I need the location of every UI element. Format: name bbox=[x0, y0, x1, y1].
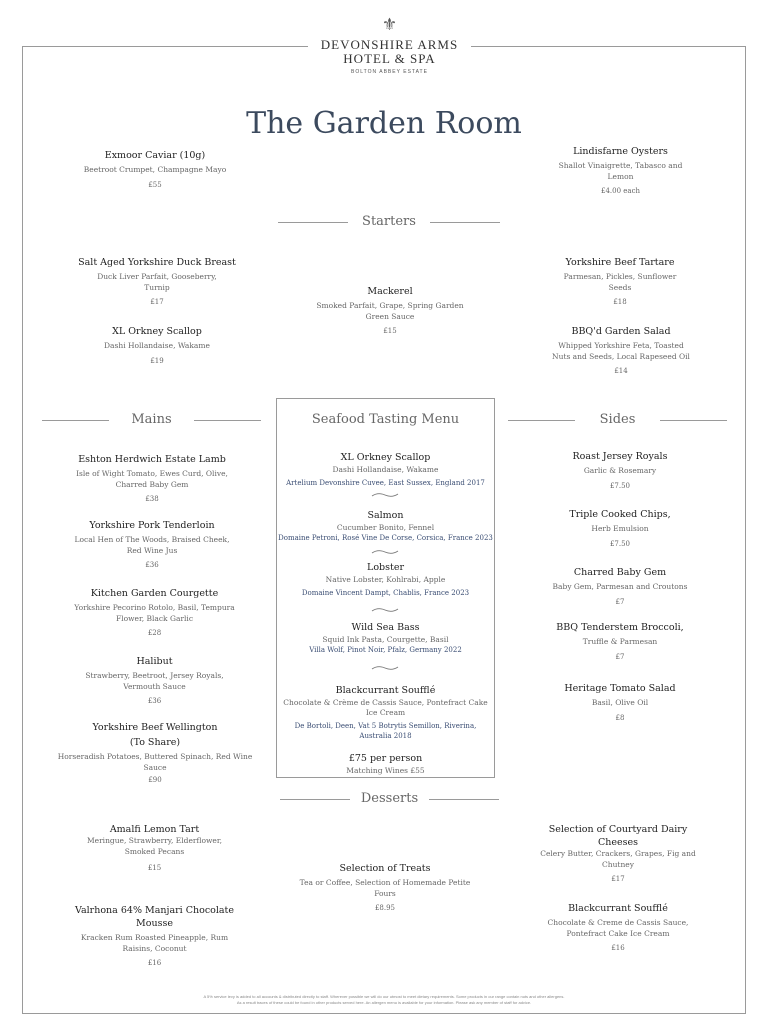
item-name: Triple Cooked Chips, bbox=[569, 509, 671, 520]
item-price: £28 bbox=[147, 629, 162, 637]
menu-item bbox=[555, 256, 685, 307]
footer-notice bbox=[120, 994, 648, 1006]
tasting-course bbox=[276, 561, 495, 598]
item-name: Yorkshire Pork Tenderloin bbox=[89, 520, 215, 531]
heading-rule bbox=[429, 799, 499, 800]
item-desc: Tea or Coffee, Selection of Homemade Petite Fours bbox=[299, 878, 471, 898]
footer-line-1: A 5% service levy is added to all accounts & distributed directly to staff. Wherever possible we will do our utmost to meet dietary requirements. Some products in our range contain nuts and other allergens. bbox=[203, 994, 565, 999]
section-title: Desserts bbox=[360, 791, 419, 806]
course-name: Salmon bbox=[367, 510, 404, 521]
course-name: Lobster bbox=[367, 562, 404, 573]
matching-wines-price: Matching Wines £55 bbox=[346, 766, 425, 775]
item-desc: Shallot Vinaigrette, Tabasco and Lemon bbox=[558, 161, 683, 181]
item-name: Exmoor Caviar (10g) bbox=[104, 150, 206, 161]
item-desc: Local Hen of The Woods, Braised Cheek, Red Wine Jus bbox=[74, 535, 230, 555]
item-desc: Horseradish Potatoes, Buttered Spinach, Red Wine Sauce bbox=[57, 752, 253, 772]
tasting-pricing bbox=[276, 752, 495, 776]
tasting-course bbox=[276, 509, 495, 543]
logo-line-2: HOTEL & SPA bbox=[343, 51, 436, 66]
item-price: £7 bbox=[615, 597, 625, 606]
item-price: £16 bbox=[611, 944, 625, 952]
item-price: £8 bbox=[615, 713, 625, 722]
item-price: £14 bbox=[614, 367, 628, 375]
item-name: Salt Aged Yorkshire Duck Breast bbox=[78, 257, 236, 268]
item-desc: Celery Butter, Crackers, Grapes, Fig and Chutney bbox=[540, 849, 696, 869]
item-name: Valrhona 64% Manjari Chocolate Mousse bbox=[74, 905, 234, 929]
section-title: Mains bbox=[131, 412, 172, 427]
tasting-price: £75 per person bbox=[348, 753, 423, 764]
stag-crest-icon: ⚜ bbox=[381, 15, 398, 35]
item-desc: Truffle & Parmesan bbox=[582, 637, 658, 646]
item-name: Selection of Treats bbox=[339, 863, 431, 874]
menu-item bbox=[46, 721, 264, 785]
course-wine: Villa Wolf, Pinot Noir, Pfalz, Germany 2022 bbox=[309, 646, 462, 654]
menu-item bbox=[528, 823, 708, 884]
item-desc: Chocolate & Creme de Cassis Sauce, Pontefract Cake Ice Cream bbox=[547, 918, 689, 938]
item-name: Selection of Courtyard Dairy Cheeses bbox=[548, 824, 688, 848]
item-name: Halibut bbox=[136, 656, 173, 667]
item-name: BBQ Tenderstem Broccoli, bbox=[556, 622, 684, 633]
item-desc: Whipped Yorkshire Feta, Toasted Nuts and Seeds, Local Rapeseed Oil bbox=[552, 341, 690, 361]
item-desc: Smoked Parfait, Grape, Spring Garden Green Sauce bbox=[316, 301, 464, 321]
item-name: XL Orkney Scallop bbox=[112, 326, 202, 337]
item-desc: Duck Liver Parfait, Gooseberry, Turnip bbox=[97, 272, 217, 292]
menu-item bbox=[310, 285, 470, 336]
footer-line-2: As a result traces of these could be found in other products served here. An allergen menu is available for your information. Please ask any member of staff for advice. bbox=[236, 1000, 532, 1005]
item-desc: Yorkshire Pecorino Rotolo, Basil, Tempura Flower, Black Garlic bbox=[74, 603, 235, 623]
menu-item bbox=[72, 587, 237, 638]
flourish-divider-icon bbox=[370, 664, 400, 672]
flourish-divider-icon bbox=[370, 548, 400, 556]
menu-item bbox=[82, 823, 227, 873]
logo-line-3: BOLTON ABBEY ESTATE bbox=[351, 69, 428, 75]
item-price: £36 bbox=[147, 697, 162, 705]
heading-rule bbox=[430, 222, 500, 223]
course-desc: Native Lobster, Kohlrabi, Apple bbox=[325, 575, 446, 584]
item-name-line-2: (To Share) bbox=[129, 737, 181, 748]
section-title: Sides bbox=[599, 412, 636, 427]
item-desc: Baby Gem, Parmesan and Croutons bbox=[552, 582, 688, 591]
item-name: Lindisfarne Oysters bbox=[573, 146, 668, 157]
item-desc: Kracken Rum Roasted Pineapple, Rum Raisins, Coconut bbox=[80, 933, 229, 953]
menu-item bbox=[72, 655, 237, 706]
item-price: £7.50 bbox=[609, 481, 631, 490]
menu-item bbox=[540, 621, 700, 662]
item-price: £18 bbox=[613, 298, 627, 306]
course-desc: Squid Ink Pasta, Courgette, Basil bbox=[322, 635, 449, 644]
item-name: Yorkshire Beef Tartare bbox=[565, 257, 675, 268]
item-price: £4.00 each bbox=[600, 187, 640, 195]
heading-rule bbox=[660, 420, 727, 421]
tasting-course bbox=[276, 621, 495, 655]
item-name: Eshton Herdwich Estate Lamb bbox=[78, 454, 226, 465]
menu-item bbox=[545, 682, 695, 723]
course-wine: Artelium Devonshire Cuvee, East Sussex, England 2017 bbox=[286, 479, 485, 487]
menu-item bbox=[538, 902, 698, 953]
item-price: £15 bbox=[147, 864, 162, 872]
menu-item bbox=[545, 508, 695, 549]
item-name: Mackerel bbox=[367, 286, 413, 297]
item-name: Roast Jersey Royals bbox=[572, 451, 668, 462]
item-price: £17 bbox=[611, 875, 625, 883]
item-desc: Beetroot Crumpet, Champagne Mayo bbox=[83, 165, 227, 174]
item-price: £8.95 bbox=[374, 904, 396, 912]
menu-item bbox=[82, 325, 232, 366]
tasting-course bbox=[276, 684, 495, 741]
menu-item bbox=[72, 256, 242, 307]
menu-item bbox=[72, 904, 237, 968]
item-desc: Herb Emulsion bbox=[591, 524, 649, 533]
course-desc: Chocolate & Crème de Cassis Sauce, Pontefract Cake Ice Cream bbox=[283, 698, 488, 717]
tasting-course bbox=[276, 451, 495, 488]
menu-item bbox=[290, 862, 480, 913]
item-name: Amalfi Lemon Tart bbox=[109, 824, 200, 835]
item-name: Kitchen Garden Courgette bbox=[90, 588, 219, 599]
heading-rule bbox=[194, 420, 261, 421]
menu-item bbox=[62, 453, 242, 504]
item-price: £55 bbox=[148, 180, 162, 189]
course-desc: Cucumber Bonito, Fennel bbox=[336, 523, 435, 532]
menu-item bbox=[535, 566, 705, 607]
item-price: £38 bbox=[145, 495, 159, 503]
flourish-divider-icon bbox=[370, 491, 400, 499]
course-name: XL Orkney Scallop bbox=[340, 452, 431, 463]
item-price: £15 bbox=[383, 327, 397, 335]
item-price: £90 bbox=[148, 776, 162, 784]
course-name: Wild Sea Bass bbox=[351, 622, 420, 633]
item-price: £16 bbox=[147, 959, 162, 967]
menu-item bbox=[72, 519, 232, 570]
logo-line-1: DEVONSHIRE ARMS bbox=[320, 37, 459, 52]
flourish-divider-icon bbox=[370, 606, 400, 614]
item-price: £7 bbox=[615, 652, 625, 661]
page-title: The Garden Room bbox=[246, 106, 522, 141]
item-desc: Basil, Olive Oil bbox=[591, 698, 649, 707]
course-desc: Dashi Hollandaise, Wakame bbox=[332, 465, 439, 474]
item-desc: Garlic & Rosemary bbox=[583, 466, 657, 475]
item-desc: Meringue, Strawberry, Elderflower, Smoked Pecans bbox=[86, 836, 223, 856]
hotel-logo bbox=[308, 6, 471, 82]
item-name: Charred Baby Gem bbox=[573, 567, 667, 578]
item-desc: Dashi Hollandaise, Wakame bbox=[104, 341, 210, 350]
course-name: Blackcurrant Soufflé bbox=[335, 685, 436, 696]
course-wine: Domaine Petroni, Rosé Vine De Corse, Corsica, France 2023 bbox=[278, 534, 493, 542]
course-wine: Domaine Vincent Dampt, Chablis, France 2023 bbox=[301, 589, 470, 597]
section-title: Starters bbox=[362, 214, 416, 229]
item-price: £7.50 bbox=[609, 539, 631, 548]
item-name: Heritage Tomato Salad bbox=[564, 683, 676, 694]
item-price: £17 bbox=[150, 298, 164, 306]
item-name: BBQ'd Garden Salad bbox=[571, 326, 671, 337]
section-title: Seafood Tasting Menu bbox=[311, 412, 460, 427]
menu-item bbox=[80, 149, 230, 190]
course-wine: De Bortoli, Deen, Vat 5 Botrytis Semillon, Riverina, Australia 2018 bbox=[294, 722, 477, 740]
item-desc: Strawberry, Beetroot, Jersey Royals, Vermouth Sauce bbox=[85, 671, 224, 691]
menu-item bbox=[545, 450, 695, 491]
item-name: Yorkshire Beef Wellington bbox=[92, 722, 218, 733]
item-name: Blackcurrant Soufflé bbox=[568, 903, 668, 914]
item-price: £36 bbox=[145, 561, 159, 569]
item-desc: Isle of Wight Tomato, Ewes Curd, Olive, Charred Baby Gem bbox=[76, 469, 228, 489]
menu-item bbox=[548, 145, 693, 196]
item-price: £19 bbox=[150, 356, 164, 365]
menu-item bbox=[550, 325, 692, 376]
item-desc: Parmesan, Pickles, Sunflower Seeds bbox=[563, 272, 677, 292]
